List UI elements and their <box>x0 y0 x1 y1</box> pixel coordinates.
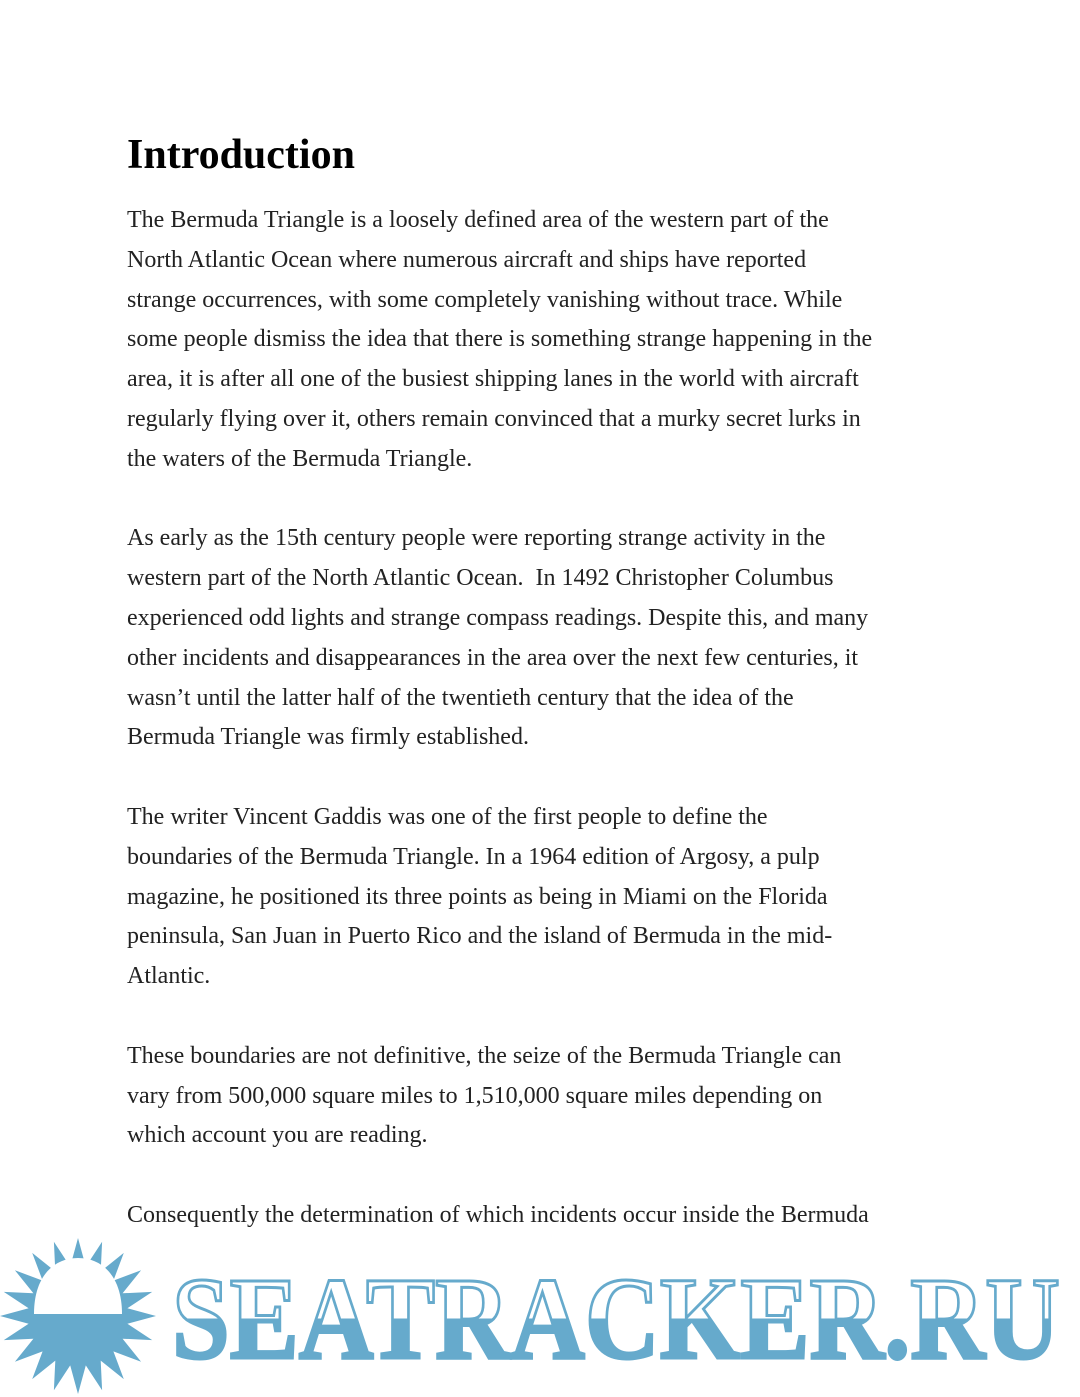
text-line: western part of the North Atlantic Ocean. In 1492 Christopher Columbus <box>127 565 834 592</box>
document-body <box>127 201 1007 1276</box>
paragraph <box>127 798 1007 997</box>
page-heading: Introduction <box>127 132 355 178</box>
text-line: Bermuda Triangle was firmly established. <box>127 724 529 751</box>
text-line: some people dismiss the idea that there is something strange happening in the <box>127 326 873 353</box>
paragraph <box>127 201 1007 480</box>
text-line: other incidents and disappearances in the area over the next few centuries, it <box>127 644 859 671</box>
text-line: regularly flying over it, others remain convinced that a murky secret lurks in <box>127 405 861 432</box>
text-line: experienced odd lights and strange compass readings. Despite this, and many <box>127 604 869 631</box>
text-line: magazine, he positioned its three points as being in Miami on the Florida <box>127 883 828 910</box>
text-line: North Atlantic Ocean where numerous aircraft and ships have reported <box>127 246 807 273</box>
text-line: The Bermuda Triangle is a loosely defined area of the western part of the <box>127 207 829 233</box>
text-line: As early as the 15th century people were reporting strange activity in the <box>127 525 826 552</box>
text-line: peninsula, San Juan in Puerto Rico and the island of Bermuda in the mid- <box>127 923 833 950</box>
text-line: wasn’t until the latter half of the twentieth century that the idea of the <box>127 684 794 711</box>
text-line: vary from 500,000 square miles to 1,510,000 square miles depending on <box>127 1082 823 1109</box>
text-line: area, it is after all one of the busiest shipping lanes in the world with aircraft <box>127 366 859 393</box>
text-line: Consequently the determination of which incidents occur inside the Bermuda <box>127 1201 869 1228</box>
text-line: the waters of the Bermuda Triangle. <box>127 445 473 472</box>
paragraph <box>127 519 1007 758</box>
text-line: Atlantic. <box>127 963 211 990</box>
text-line: strange occurrences, with some completely vanishing without trace. While <box>127 286 843 313</box>
text-line: These boundaries are not definitive, the seize of the Bermuda Triangle can <box>127 1042 842 1069</box>
watermark-text: SEATRACKER.RU <box>172 1253 1060 1384</box>
sun-icon <box>0 1238 156 1394</box>
text-line: which account you are reading. <box>127 1122 428 1149</box>
watermark-logo <box>0 1238 1080 1397</box>
text-line: The writer Vincent Gaddis was one of the first people to define the <box>127 803 768 830</box>
text-line: boundaries of the Bermuda Triangle. In a 1964 edition of Argosy, a pulp <box>127 843 820 870</box>
paragraph <box>127 1037 1007 1156</box>
paragraph <box>127 1196 1007 1236</box>
